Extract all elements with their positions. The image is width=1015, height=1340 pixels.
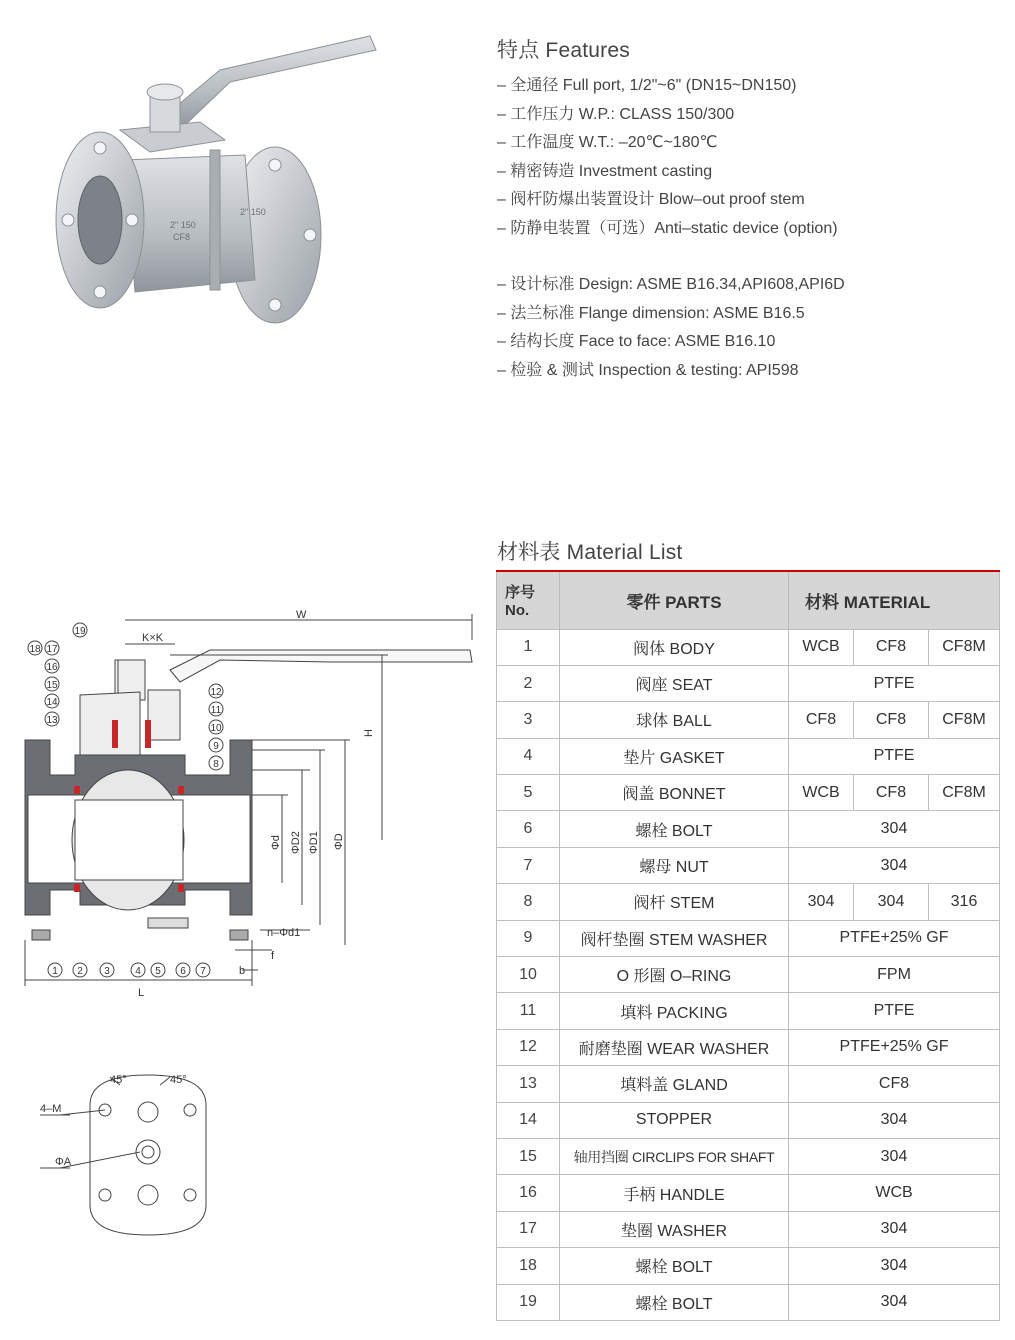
svg-text:CF8: CF8 [173, 232, 191, 242]
row-number: 16 [497, 1175, 560, 1211]
material-value: CF8 [789, 702, 854, 738]
body-mark-right: 2" 150 [240, 207, 266, 217]
svg-text:19: 19 [74, 626, 86, 637]
material-value: 304 [854, 884, 929, 920]
feature-item: – 阀杆防爆出装置设计 Blow–out proof stem [497, 191, 805, 208]
material-value: 304 [789, 1248, 1000, 1284]
part-name: 阀杆垫圈 STEM WASHER [560, 920, 789, 956]
row-number: 14 [497, 1102, 560, 1138]
svg-text:17: 17 [46, 644, 58, 655]
feature-item: – 防静电装置（可选）Anti–static device (option) [497, 219, 838, 237]
callout [45, 659, 59, 673]
part-name: 球体 BALL [560, 702, 789, 738]
callout [73, 623, 87, 637]
table-row [497, 920, 1000, 956]
table-row [497, 957, 1000, 993]
body-mark-left: 2" 150 [170, 220, 196, 230]
angle-right: 45° [170, 1074, 187, 1086]
label-M: 4–M [40, 1103, 62, 1115]
top-flange-drawing [30, 1065, 260, 1245]
part-name: 阀座 SEAT [560, 665, 789, 701]
part-name: 阀体 BODY [560, 629, 789, 665]
material-value: 304 [789, 1211, 1000, 1247]
dim-D1: ΦD1 [308, 831, 320, 854]
features-title: 特点 Features [497, 39, 630, 62]
part-name: 手柄 HANDLE [560, 1175, 789, 1211]
table-header-row [497, 571, 1000, 629]
part-name: 螺母 NUT [560, 847, 789, 883]
callout [209, 756, 223, 770]
part-name: O 形圈 O–RING [560, 957, 789, 993]
row-number: 12 [497, 1029, 560, 1065]
row-number: 8 [497, 884, 560, 920]
dim-nd1: n–Φd1 [267, 927, 301, 939]
standard-item: – 检验 & 测试 Inspection & testing: API598 [497, 361, 799, 379]
svg-text:13: 13 [46, 715, 58, 726]
svg-text:5: 5 [155, 966, 161, 977]
svg-text:18: 18 [29, 644, 41, 655]
callout [48, 963, 62, 977]
part-name: 垫片 GASKET [560, 738, 789, 774]
svg-text:16: 16 [46, 662, 58, 673]
feature-item: – 工作温度 W.T.: –20℃~180℃ [497, 134, 718, 151]
features-list [497, 72, 997, 385]
dim-H: H [363, 729, 375, 737]
row-number: 15 [497, 1138, 560, 1174]
part-name: 螺栓 BOLT [560, 1248, 789, 1284]
material-value: CF8 [854, 775, 929, 811]
row-number: 9 [497, 920, 560, 956]
material-value: 304 [789, 811, 1000, 847]
row-number: 5 [497, 775, 560, 811]
header-parts: 零件 PARTS [560, 571, 789, 629]
row-number: 18 [497, 1248, 560, 1284]
svg-text:4: 4 [135, 966, 141, 977]
table-row [497, 1066, 1000, 1102]
material-value: FPM [789, 957, 1000, 993]
callout [176, 963, 190, 977]
row-number: 13 [497, 1066, 560, 1102]
callout [209, 702, 223, 716]
table-row [497, 1175, 1000, 1211]
row-number: 4 [497, 738, 560, 774]
row-number: 1 [497, 629, 560, 665]
material-value: PTFE [789, 993, 1000, 1029]
table-row [497, 884, 1000, 920]
part-name: 垫圈 WASHER [560, 1211, 789, 1247]
callout [209, 738, 223, 752]
table-row [497, 1248, 1000, 1284]
part-name: 填料盖 GLAND [560, 1066, 789, 1102]
material-value: PTFE [789, 738, 1000, 774]
dim-f: f [271, 950, 275, 962]
part-name: 填料 PACKING [560, 993, 789, 1029]
table-row [497, 1138, 1000, 1174]
callout [45, 694, 59, 708]
material-value: 304 [789, 1102, 1000, 1138]
part-name: 轴用挡圈 CIRCLIPS FOR SHAFT [560, 1138, 789, 1174]
material-value: PTFE [789, 665, 1000, 701]
svg-text:7: 7 [200, 966, 206, 977]
material-value: CF8 [854, 629, 929, 665]
table-row [497, 847, 1000, 883]
callout [131, 963, 145, 977]
row-number: 11 [497, 993, 560, 1029]
row-number: 10 [497, 957, 560, 993]
material-value: CF8M [929, 775, 1000, 811]
callout [45, 712, 59, 726]
features-section [497, 34, 997, 385]
header-no: 序号No. [497, 571, 560, 629]
row-number: 3 [497, 702, 560, 738]
ball-valve-photo [40, 30, 380, 330]
callout [45, 641, 59, 655]
svg-text:2: 2 [77, 966, 83, 977]
valve-handle [160, 36, 376, 130]
header-material: 材料 MATERIAL [789, 571, 1000, 629]
material-value: 316 [929, 884, 1000, 920]
table-row [497, 811, 1000, 847]
callout [209, 720, 223, 734]
callout [73, 963, 87, 977]
material-value: CF8M [929, 629, 1000, 665]
callout [28, 641, 42, 655]
feature-item: – 精密铸造 Investment casting [497, 162, 713, 180]
table-row [497, 1029, 1000, 1065]
table-row [497, 775, 1000, 811]
dim-W: W [296, 609, 307, 621]
row-number: 6 [497, 811, 560, 847]
material-value: CF8 [854, 702, 929, 738]
part-name: 螺栓 BOLT [560, 811, 789, 847]
valve-section-drawing [20, 600, 490, 1020]
row-number: 19 [497, 1284, 560, 1320]
material-value: CF8 [789, 1066, 1000, 1102]
table-row [497, 1211, 1000, 1247]
standard-item: – 结构长度 Face to face: ASME B16.10 [497, 333, 776, 350]
callout [209, 684, 223, 698]
callout [100, 963, 114, 977]
svg-text:6: 6 [180, 966, 186, 977]
dim-D: ΦD [333, 833, 345, 850]
part-name: 螺栓 BOLT [560, 1284, 789, 1320]
table-row [497, 1102, 1000, 1138]
table-row [497, 702, 1000, 738]
table-row [497, 665, 1000, 701]
svg-text:8: 8 [213, 759, 219, 770]
standard-item: – 法兰标准 Flange dimension: ASME B16.5 [497, 304, 805, 322]
material-table [496, 570, 1000, 1321]
svg-text:15: 15 [46, 680, 58, 691]
svg-text:11: 11 [210, 705, 222, 716]
material-value: 304 [789, 847, 1000, 883]
material-value: WCB [789, 629, 854, 665]
part-name: STOPPER [560, 1102, 789, 1138]
dim-d: Φd [270, 835, 282, 850]
feature-item: – 工作压力 W.P.: CLASS 150/300 [497, 105, 735, 123]
material-value: 304 [789, 1284, 1000, 1320]
material-value: 304 [789, 884, 854, 920]
part-name: 耐磨垫圈 WEAR WASHER [560, 1029, 789, 1065]
label-A: ΦA [55, 1156, 72, 1168]
callout [45, 677, 59, 691]
row-number: 7 [497, 847, 560, 883]
callout [151, 963, 165, 977]
dim-D2: ΦD2 [290, 831, 302, 854]
table-row [497, 629, 1000, 665]
svg-text:9: 9 [213, 741, 219, 752]
table-row [497, 993, 1000, 1029]
dim-L: L [138, 987, 145, 999]
material-value: PTFE+25% GF [789, 920, 1000, 956]
svg-text:10: 10 [210, 723, 222, 734]
material-value: 304 [789, 1138, 1000, 1174]
material-value: WCB [789, 775, 854, 811]
callout [196, 963, 210, 977]
material-list-title: 材料表 Material List [497, 541, 683, 564]
row-number: 17 [497, 1211, 560, 1247]
svg-text:12: 12 [210, 687, 222, 698]
material-value: WCB [789, 1175, 1000, 1211]
part-name: 阀盖 BONNET [560, 775, 789, 811]
dim-KxK: K×K [142, 632, 164, 644]
row-number: 2 [497, 665, 560, 701]
svg-text:1: 1 [52, 966, 58, 977]
standard-item: – 设计标准 Design: ASME B16.34,API608,API6D [497, 276, 845, 293]
table-row [497, 738, 1000, 774]
material-value: PTFE+25% GF [789, 1029, 1000, 1065]
svg-text:3: 3 [104, 966, 110, 977]
table-row [497, 1284, 1000, 1320]
part-name: 阀杆 STEM [560, 884, 789, 920]
material-value: CF8M [929, 702, 1000, 738]
svg-text:14: 14 [46, 697, 58, 708]
dim-b: b [239, 965, 246, 977]
angle-left: 45° [110, 1074, 127, 1086]
feature-item: – 全通径 Full port, 1/2"~6" (DN15~DN150) [497, 77, 797, 94]
